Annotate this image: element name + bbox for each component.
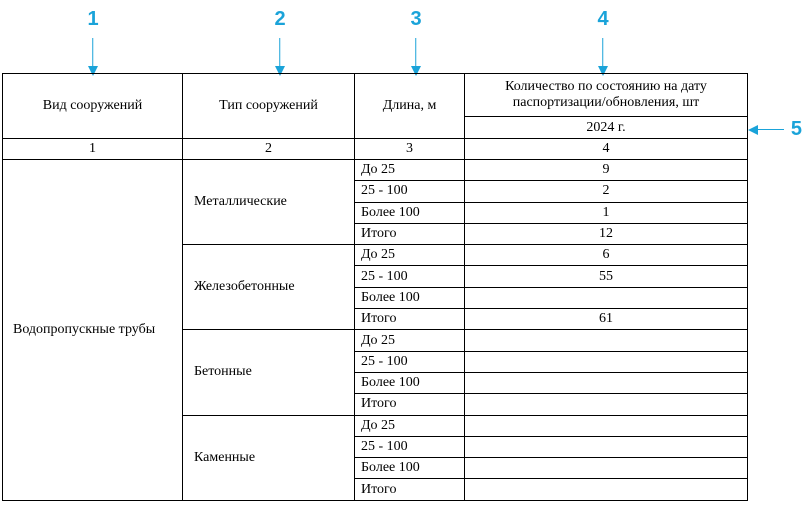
count-cell — [465, 287, 748, 308]
index-cell: 4 — [465, 139, 748, 160]
header-year: 2024 г. — [465, 117, 748, 139]
length-cell: Итого — [355, 479, 465, 500]
structure-kind: Водопропускные трубы — [3, 160, 183, 501]
header-kind: Вид сооружений — [3, 74, 183, 139]
index-cell: 3 — [355, 139, 465, 160]
count-cell: 9 — [465, 160, 748, 181]
length-cell: 25 - 100 — [355, 351, 465, 372]
count-cell: 55 — [465, 266, 748, 287]
length-cell: Итого — [355, 394, 465, 415]
count-cell: 2 — [465, 181, 748, 202]
arrow-down-icon — [602, 38, 603, 68]
structure-type: Бетонные — [183, 330, 355, 415]
length-cell: 25 - 100 — [355, 266, 465, 287]
count-cell: 61 — [465, 309, 748, 330]
structure-type: Железобетонные — [183, 245, 355, 330]
callout-1 — [73, 8, 113, 70]
index-cell: 1 — [3, 139, 183, 160]
count-cell — [465, 394, 748, 415]
count-cell — [465, 330, 748, 351]
length-cell: 25 - 100 — [355, 436, 465, 457]
callout-4 — [583, 8, 623, 70]
index-row — [3, 139, 748, 160]
structures-table — [2, 73, 748, 501]
arrow-left-icon — [748, 125, 758, 135]
length-cell: Итого — [355, 223, 465, 244]
length-cell: До 25 — [355, 330, 465, 351]
structure-type: Каменные — [183, 415, 355, 500]
callout-2 — [260, 8, 300, 70]
length-cell: До 25 — [355, 245, 465, 266]
header-row — [3, 74, 748, 117]
count-cell — [465, 436, 748, 457]
length-cell: Более 100 — [355, 202, 465, 223]
count-cell: 12 — [465, 223, 748, 244]
arrow-line — [756, 129, 784, 130]
header-type: Тип сооружений — [183, 74, 355, 139]
arrow-down-icon — [279, 38, 280, 68]
length-cell: 25 - 100 — [355, 181, 465, 202]
length-cell: Более 100 — [355, 372, 465, 393]
table-row — [3, 160, 748, 181]
length-cell: Более 100 — [355, 287, 465, 308]
callout-3 — [396, 8, 436, 70]
index-cell: 2 — [183, 139, 355, 160]
count-cell — [465, 479, 748, 500]
length-cell: До 25 — [355, 160, 465, 181]
structure-type: Металлические — [183, 160, 355, 245]
arrow-down-icon — [92, 38, 93, 68]
count-cell — [465, 415, 748, 436]
count-cell — [465, 372, 748, 393]
callout-number: 5 — [790, 118, 802, 140]
callout-number: 4 — [597, 8, 609, 30]
length-cell: Более 100 — [355, 458, 465, 479]
length-cell: До 25 — [355, 415, 465, 436]
callout-number: 1 — [87, 8, 99, 30]
callout-number: 3 — [410, 8, 422, 30]
count-cell — [465, 458, 748, 479]
length-cell: Итого — [355, 309, 465, 330]
count-cell: 6 — [465, 245, 748, 266]
callout-5 — [748, 118, 806, 142]
callout-number: 2 — [274, 8, 286, 30]
header-length: Длина, м — [355, 74, 465, 139]
count-cell — [465, 351, 748, 372]
arrow-down-icon — [415, 38, 416, 68]
header-count: Количество по состоянию на дату паспортизации/обновления, шт — [465, 74, 748, 117]
count-cell: 1 — [465, 202, 748, 223]
